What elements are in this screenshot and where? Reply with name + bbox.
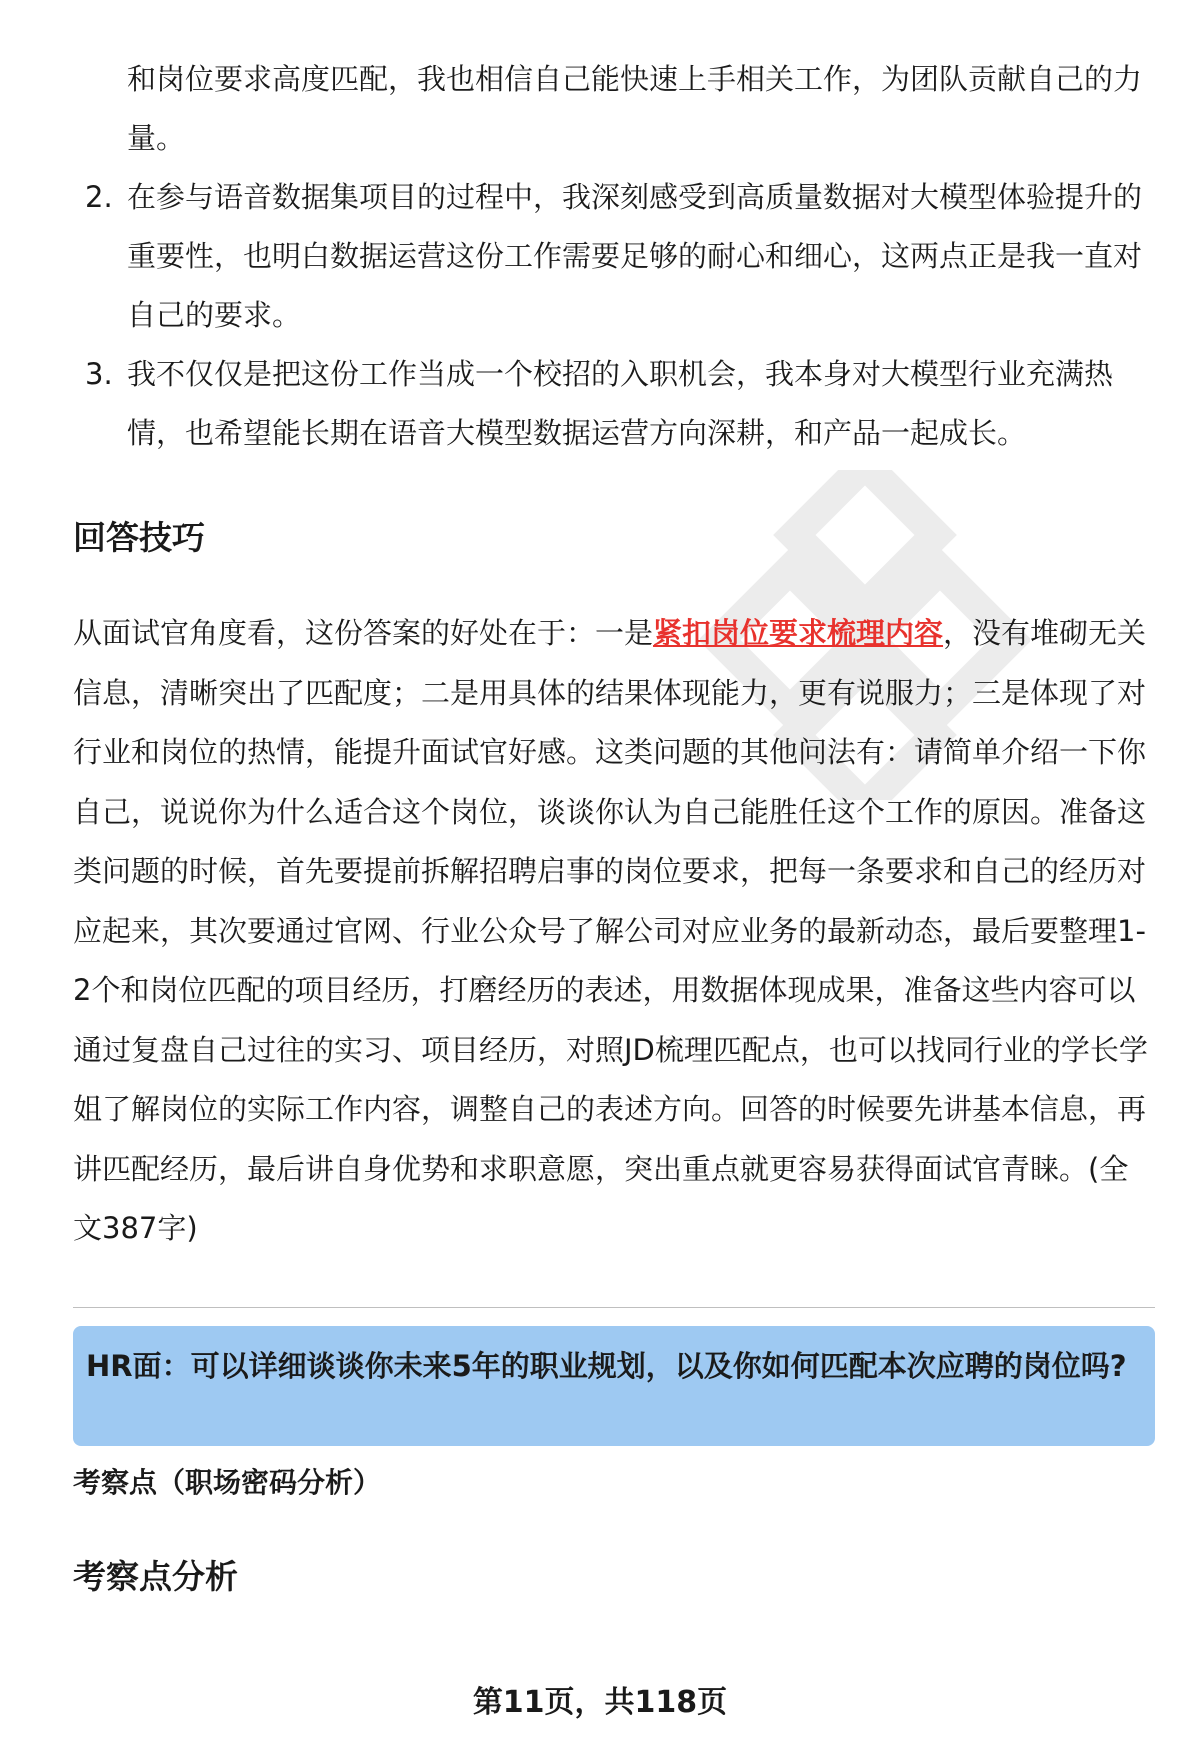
analysis-heading: 考察点分析 [73, 1557, 238, 1596]
tips-text-after: ，没有堆砌无关信息，清晰突出了匹配度；二是用具体的结果体现能力，更有说服力；三是体现了对行业和岗位的热情，能提升面试官好感。这类问题的其他问法有：请简单介绍一下你自己，说说你为什么适合这个岗位，谈谈你认为自己能胜任这个工作的原因。准备这类问题的时候，首先要提前拆解招聘启事的岗位要求，把每一条要求和自己的经历对应起来，其次要通过官网、行业公众号了解公司对应业务的最新动态，最后要整理1-2个和岗位匹配的项目经历，打磨经历的表述，用数据体现成果，准备这些内容可以通过复盘自己过往的实习、项目经历，对照JD梳理匹配点，也可以找同行业的学长学姐了解岗位的实际工作内容，调整自己的表述方向。回答的时候要先讲基本信息，再讲匹配经历，最后讲自身优势和求职意愿，突出重点就更容易获得面试官青睐。(全文387字) [73, 616, 1148, 1245]
page-number-footer: 第11页，共118页 [472, 1685, 728, 1720]
list-item [75, 168, 1145, 345]
tips-paragraph [73, 604, 1148, 1259]
list-item [75, 50, 1145, 168]
list-item-text: 我不仅仅是把这份工作当成一个校招的入职机会，我本身对大模型行业充满热情，也希望能长期在语音大模型数据运营方向深耕，和产品一起成长。 [127, 357, 1114, 450]
list-item-number: 3. [85, 357, 113, 391]
tips-heading: 回答技巧 [73, 518, 205, 557]
exam-point-label: 考察点（职场密码分析） [73, 1466, 382, 1499]
answer-list [75, 50, 1145, 463]
list-item-number: 2. [85, 180, 113, 214]
list-item-text: 和岗位要求高度匹配，我也相信自己能快速上手相关工作，为团队贡献自己的力量。 [127, 62, 1143, 155]
question-text: HR面：可以详细谈谈你未来5年的职业规划，以及你如何匹配本次应聘的岗位吗? [86, 1349, 1127, 1383]
question-box [73, 1326, 1155, 1446]
tips-text-before: 从面试官角度看，这份答案的好处在于：一是 [73, 616, 654, 650]
tips-highlight: 紧扣岗位要求梳理内容 [653, 616, 944, 650]
list-item-text: 在参与语音数据集项目的过程中，我深刻感受到高质量数据对大模型体验提升的重要性，也明白数据运营这份工作需要足够的耐心和细心，这两点正是我一直对自己的要求。 [127, 180, 1143, 332]
list-item [75, 345, 1145, 463]
section-divider [73, 1307, 1155, 1308]
